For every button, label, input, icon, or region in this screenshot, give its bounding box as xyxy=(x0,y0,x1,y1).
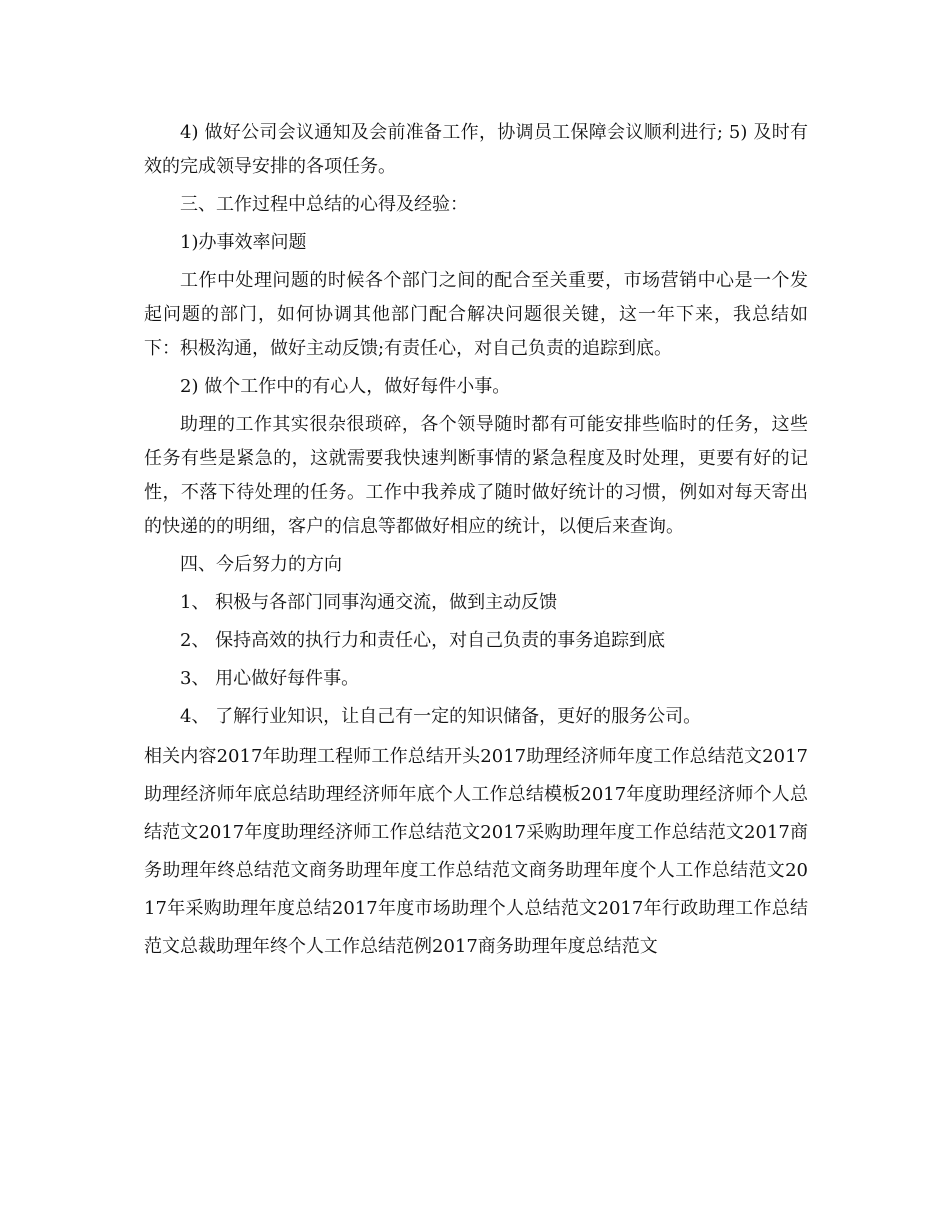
list-item-4: 4、 了解行业知识，让自己有一定的知识储备，更好的服务公司。 xyxy=(180,706,702,727)
list-item-1: 1、 积极与各部门同事沟通交流，做到主动反馈 xyxy=(180,592,558,613)
subheading-efficiency: 1)办事效率问题 xyxy=(180,232,307,253)
document-page xyxy=(144,116,808,970)
list-item-3: 3、 用心做好每件事。 xyxy=(180,668,360,689)
paragraph-attentive: 助理的工作其实很杂很琐碎，各个领导随时都有可能安排些临时的任务，这些任务有些是紧急的，这就需要我快速判断事情的紧急程度及时处理，更要有好的记性，不落下待处理的任务。工作中我养成了随时做好统计的习惯，例如对每天寄出的快递的的明细，客户的信息等都做好相应的统计，以便后来查询。 xyxy=(144,414,808,537)
related-content: 相关内容2017年助理工程师工作总结开头2017助理经济师年度工作总结范文2017助理经济师年底总结助理经济师年底个人工作总结模板2017年度助理经济师个人总结范文2017年度助理经济师工作总结范文2017采购助理年度工作总结范文2017商务助理年终总结范文商务助理年度工作总结范文商务助理年度个人工作总结范文2017年采购助理年度总结2017年度市场助理个人总结范文2017年行政助理工作总结范文总裁助理年终个人工作总结范例2017商务助理年度总结范文 xyxy=(144,746,808,957)
list-item-2: 2、 保持高效的执行力和责任心，对自己负责的事务追踪到底 xyxy=(180,630,666,651)
section-heading-4: 四、今后努力的方向 xyxy=(180,554,342,575)
paragraph-efficiency: 工作中处理问题的时候各个部门之间的配合至关重要，市场营销中心是一个发起问题的部门，如何协调其他部门配合解决问题很关键，这一年下来，我总结如下：积极沟通，做好主动反馈;有责任心，对自己负责的追踪到底。 xyxy=(144,270,808,359)
paragraph-task-4-5: 4) 做好公司会议通知及会前准备工作，协调员工保障会议顺利进行; 5) 及时有效的完成领导安排的各项任务。 xyxy=(144,122,808,177)
section-heading-3: 三、工作过程中总结的心得及经验： xyxy=(180,194,468,215)
subheading-attentive: 2) 做个工作中的有心人，做好每件小事。 xyxy=(180,376,511,397)
